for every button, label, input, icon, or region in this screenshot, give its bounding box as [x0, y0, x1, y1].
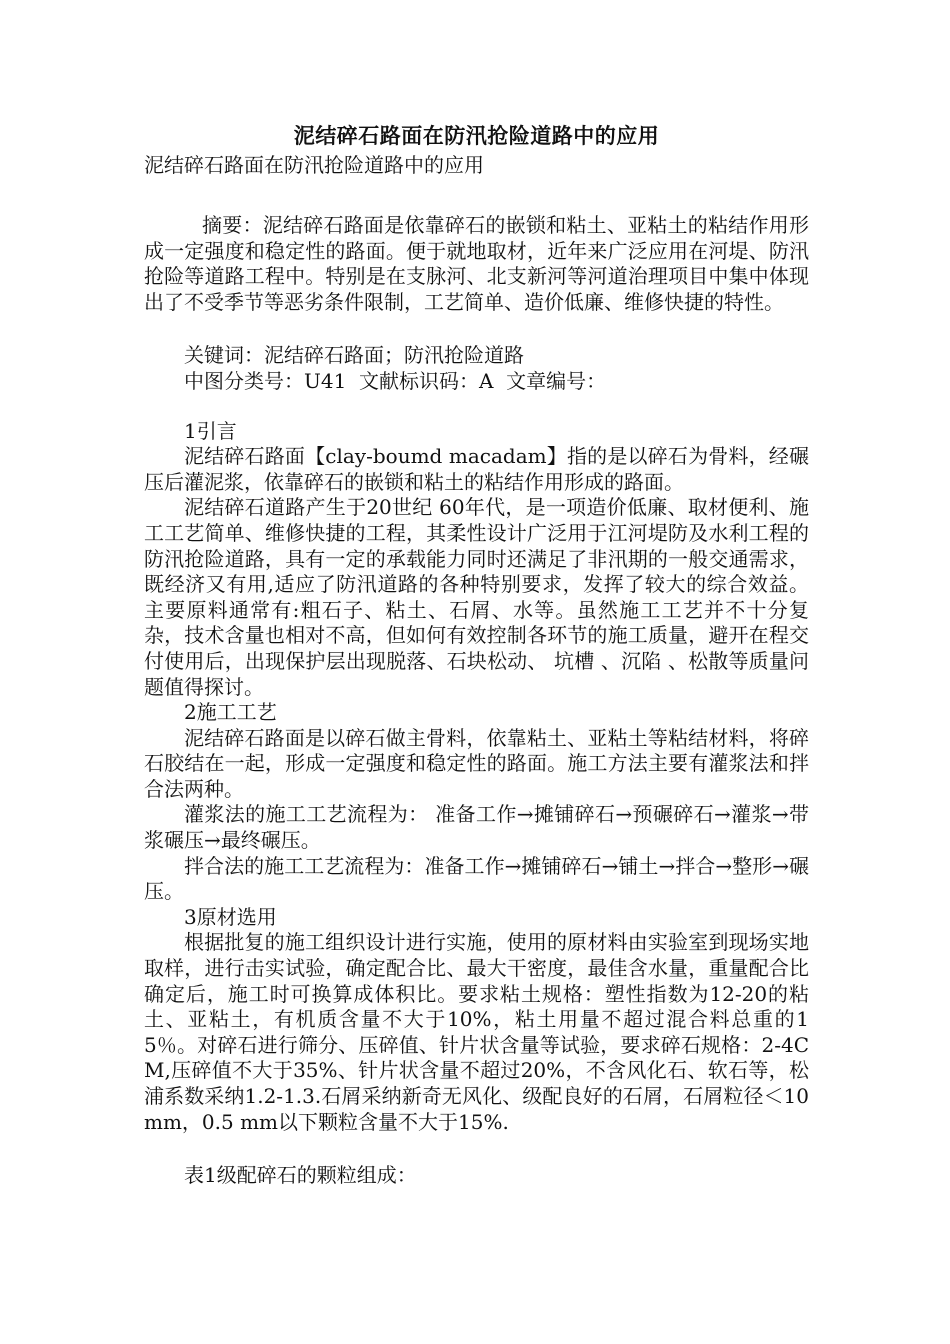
section-heading-construction: 2施工工艺	[184, 700, 277, 725]
section-heading-materials: 3原材选用	[184, 904, 277, 929]
keywords-line: 关键词：泥结碎石路面；防汛抢险道路	[184, 343, 524, 368]
intro-paragraph-2: 泥结碎石道路产生于20世纪 60年代，是一项造价低廉、取材便利、施工工艺简单、维修快捷的工程，其柔性设计广泛用于江河堤防及水利工程的防汛抢险道路，具有一定的承载能力同时还满足了非汛期的一般交通需求，既经济又有用,适应了防汛道路的各种特别要求，发挥了较大的综合效益。主要原料通常有:粗石子、粘土、石屑、水等。虽然施工工艺并不十分复杂，技术含量也相对不高，但如何有效控制各环节的施工质量，避开在程交付使用后，出现保护层出现脱落、石块松动、 坑槽 、沉陷 、松散等质量问题值得探讨。	[144, 495, 809, 699]
construction-paragraph-2: 灌浆法的施工工艺流程为： 准备工作→摊铺碎石→预碾碎石→灌浆→带浆碾压→最终碾压。	[144, 802, 809, 853]
construction-paragraph-3: 拌合法的施工工艺流程为：准备工作→摊铺碎石→铺土→拌合→整形→碾压。	[144, 853, 809, 904]
materials-paragraph-1: 根据批复的施工组织设计进行实施，使用的原材料由实验室到现场实地取样，进行击实试验，确定配合比、最大干密度，最佳含水量，重量配合比确定后，施工时可换算成体积比。要求粘土规格：塑性指数为12-20的粘土、亚粘土，有机质含量不大于10%，粘土用量不超过混合料总重的15％。对碎石进行筛分、压碎值、针片状含量等试验，要求碎石规格：2-4CM,压碎值不大于35%、针片状含量不超过20%，不含风化石、软石等，松浦系数采纳1.2-1.3.石屑采纳新奇无风化、级配良好的石屑，石屑粒径＜10mm，0.5 mm以下颗粒含量不大于15%.	[144, 930, 809, 1134]
abstract-paragraph: 摘要：泥结碎石路面是依靠碎石的嵌锁和粘土、亚粘土的粘结作用形成一定强度和稳定性的路面。便于就地取材，近年来广泛应用在河堤、防汛抢险等道路工程中。特别是在支脉河、北支新河等河道治理项目中集中体现出了不受季节等恶劣条件限制，工艺简单、造价低廉、维修快捷的特性。	[144, 213, 809, 314]
document-title: 泥结碎石路面在防汛抢险道路中的应用	[293, 123, 660, 148]
construction-paragraph-1: 泥结碎石路面是以碎石做主骨料，依靠粘土、亚粘土等粘结材料，将碎石胶结在一起，形成一定强度和稳定性的路面。施工方法主要有灌浆法和拌合法两种。	[144, 725, 809, 801]
table-caption: 表1级配碎石的颗粒组成：	[184, 1163, 417, 1188]
document-body	[144, 120, 809, 1189]
section-heading-introduction: 1引言	[184, 418, 237, 443]
classification-line: 中图分类号：U41 文献标识码：A 文章编号：	[184, 368, 607, 393]
intro-paragraph-1: 泥结碎石路面【clay-boumd macadam】指的是以碎石为骨料，经碾压后灌泥浆，依靠碎石的嵌锁和粘土的粘结作用形成的路面。	[144, 444, 809, 494]
document-subtitle: 泥结碎石路面在防汛抢险道路中的应用	[144, 153, 484, 177]
